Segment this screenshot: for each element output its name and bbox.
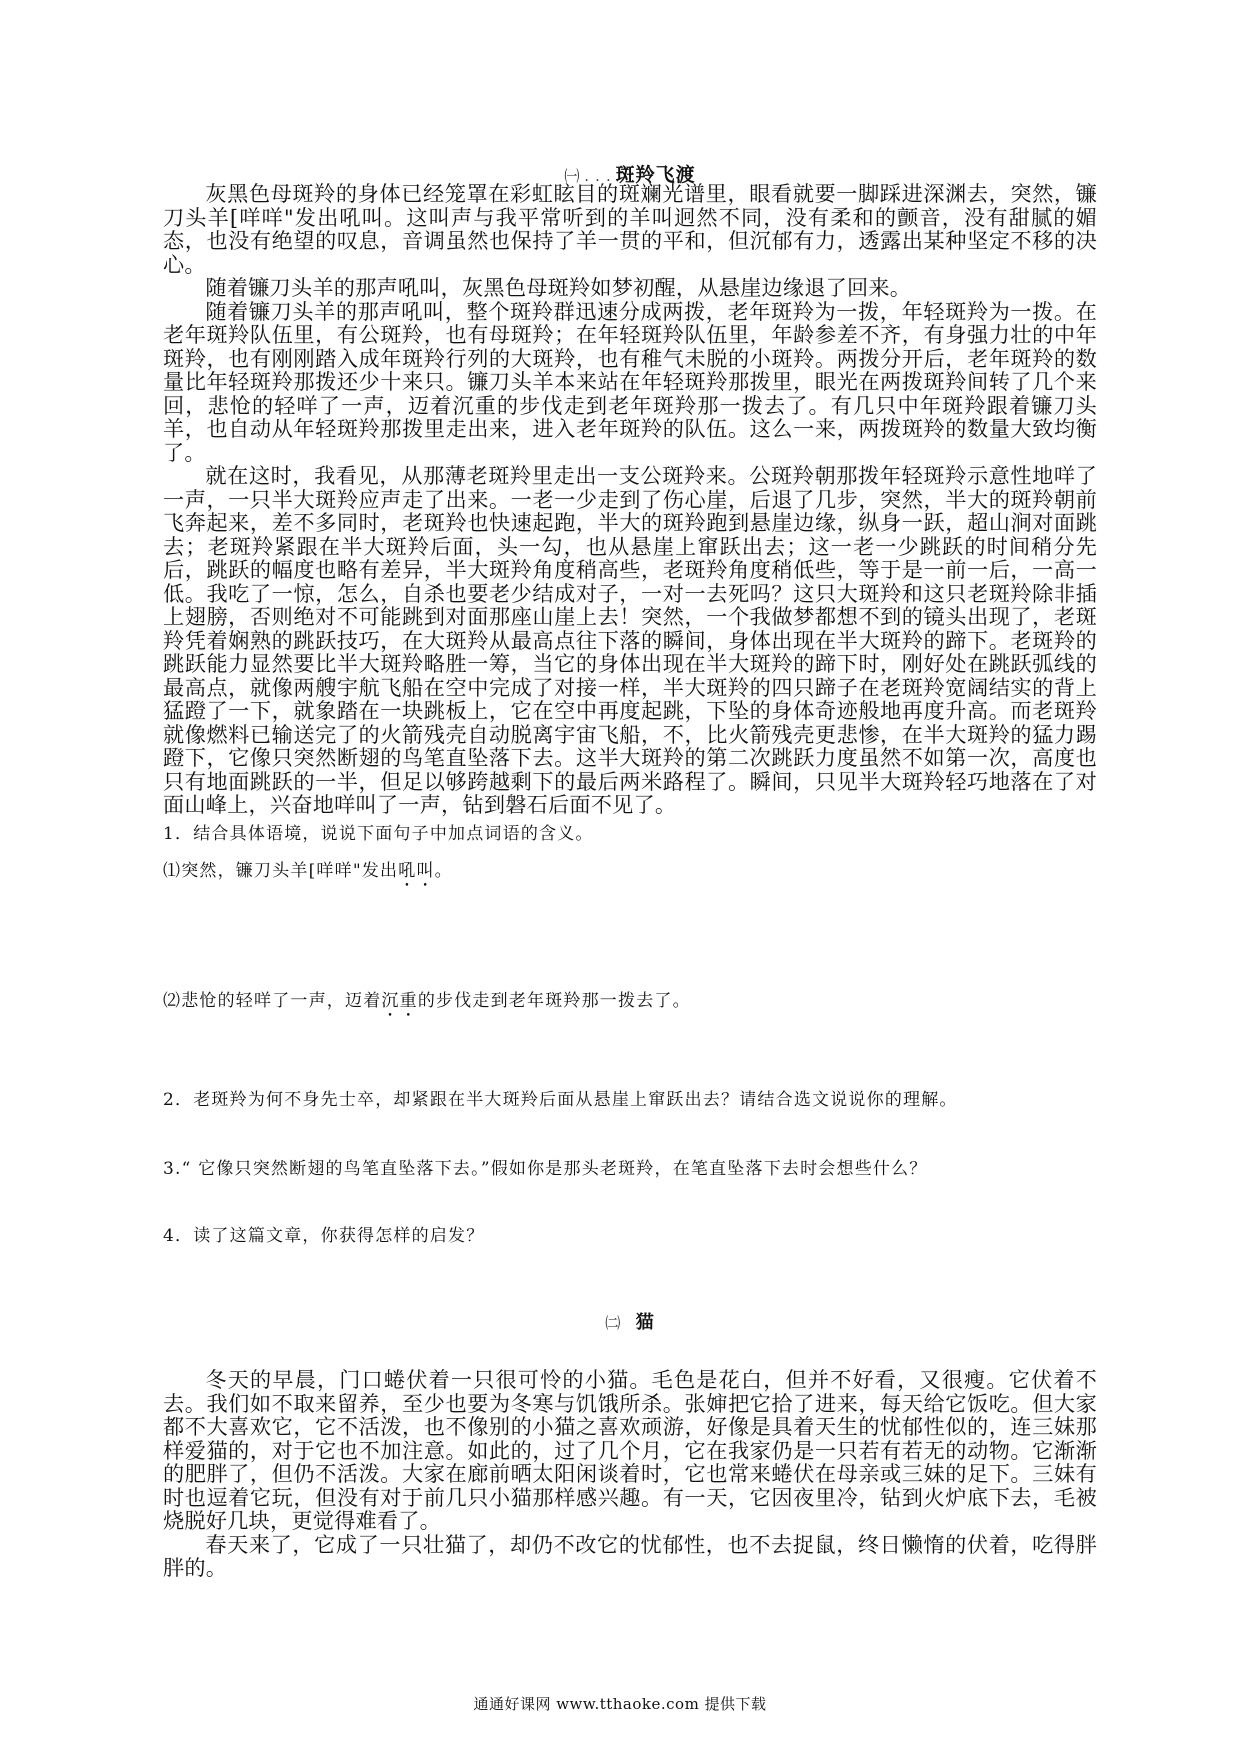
paragraph: 就在这时，我看见，从那薄老斑羚里走出一支公斑羚来。公斑羚朝那拨年轻斑羚示意性地咩了一声，一只半大斑羚应声走了出来。一老一少走到了伤心崖，后退了几步，突然，半大的斑羚朝前飞奔起来，差不多同时，老斑羚也快速起跑，半大的斑羚跑到悬崖边缘，纵身一跃，超山涧对面跳去；老斑羚紧跟在半大斑羚后面，头一勾，也从悬崖上窜跃出去；这一老一少跳跃的时间稍分先后，跳跃的幅度也略有差异，半大斑羚角度稍高些，老斑羚角度稍低些，等于是一前一后，一高一低。我吃了一惊，怎么，自杀也要老少结成对子，一对一去死吗？这只大斑羚和这只老斑羚除非插上翅膀，否则绝对不可能跳到对面那座山崖上去！突然，一个我做梦都想不到的镜头出现了，老斑羚凭着娴熟的跳跃技巧，在大斑羚从最高点往下落的瞬间，身体出现在半大斑羚的蹄下。老斑羚的跳跃能力显然要比半大斑羚略胜一筹，当它的身体出现在半大斑羚的蹄下时，刚好处在跳跃弧线的最高点，就像两艘宇航飞船在空中完成了对接一样，半大斑羚的四只蹄子在老斑羚宽阔结实的背上猛蹬了一下，就象踏在一块跳板上，它在空中再度起跳，下坠的身体奇迹般地再度升高。而老斑羚就像燃料已输送完了的火箭残壳自动脱离宇宙飞船，不，比火箭残壳更悲惨，在半大斑羚的猛力踢蹬下，它像只突然断翅的鸟笔直坠落下去。这半大斑羚的第二次跳跃力度虽然不如第一次，高度也只有地面跳跃的一半，但足以够跨越剩下的最后两米路程了。瞬间，只见半大斑羚轻巧地落在了对面山峰上，兴奋地咩叫了一声，钻到磐石后面不见了。 [163, 463, 1097, 817]
question-1b-emphasis: 沉重 [381, 991, 418, 1011]
paragraph: 春天来了，它成了一只壮猫了，却仍不改它的忧郁性，也不去捉鼠，终日懒惰的伏着，吃得胖胖的。 [163, 1531, 1097, 1580]
section2-number: ㈡ [605, 1314, 622, 1332]
question-1b-text: ⑵悲怆的轻咩了一声，迈着 [163, 991, 382, 1011]
question-3: 3.“ 它像只突然断翅的鸟笔直坠落下去。”假如你是那头老斑羚，在笔直坠落下去时会想些什么？ [163, 1159, 928, 1179]
question-1a-text: ⑴突然，镰刀头羊[咩咩"发出 [163, 861, 399, 881]
section2-title: 猫 [635, 1312, 655, 1333]
question-1b [163, 990, 1097, 1021]
heading-dots: . . . [584, 169, 612, 185]
paragraph: 灰黑色母斑羚的身体已经笼罩在彩虹眩目的斑斓光谱里，眼看就要一脚踩进深渊去，突然，镰刀头羊[咩咩"发出吼叫。这叫声与我平常听到的羊叫迥然不同，没有柔和的颤音，没有甜腻的媚态，也没有绝望的叹息，音调虽然也保持了羊一贯的平和，但沉郁有力，透露出某种坚定不移的决心。 [163, 181, 1097, 277]
paragraph: 冬天的早晨，门口蜷伏着一只很可怜的小猫。毛色是花白，但并不好看，又很瘦。它伏着不去。我们如不取来留养，至少也要为冬寒与饥饿所杀。张婶把它拾了进来，每天给它饭吃。但大家都不大喜欢它，它不活泼，也不像别的小猫之喜欢顽游，好像是具着天生的忧郁性似的，连三妹那样爱猫的，对于它也不加注意。如此的，过了几个月，它在我家仍是一只若有若无的动物。它渐渐的肥胖了，但仍不活泼。大家在廊前晒太阳闲谈着时，它也常来蜷伏在母亲或三妹的足下。三妹有时也逗着它玩，但没有对于前几只小猫那样感兴趣。有一天，它因夜里冷，钻到火炉底下去，毛被烧脱好几块，更觉得难看了。 [163, 1367, 1097, 1533]
question-1a-end: 。 [434, 861, 453, 881]
section1-title: 斑羚飞渡 [615, 164, 696, 186]
paragraph: 随着镰刀头羊的那声吼叫，灰黑色母斑羚如梦初醒，从悬崖边缘退了回来。 [205, 275, 912, 300]
section1-body [163, 182, 1097, 817]
question-4: 4．读了这篇文章，你获得怎样的启发？ [163, 1226, 485, 1246]
section1-number: ㈠ [564, 167, 581, 185]
section2-body [163, 1368, 1097, 1580]
question-1b-end: 的步伐走到老年斑羚那一拨去了。 [417, 991, 691, 1011]
paragraph: 随着镰刀头羊的那声吼叫，整个斑羚群迅速分成两拨，老年斑羚为一拨，年轻斑羚为一拨。在老年斑羚队伍里，有公斑羚，也有母斑羚；在年轻斑羚队伍里，年龄参差不齐，有身强力壮的中年斑羚，也有刚刚踏入成年斑羚行列的大斑羚，也有稚气未脱的小斑羚。两拨分开后，老年斑羚的数量比年轻斑羚那拨还少十来只。镰刀头羊本来站在年轻斑羚那拨里，眼光在两拨斑羚间转了几个来回，悲怆的轻咩了一声，迈着沉重的步伐走到老年斑羚那一拨去了。有几只中年斑羚跟着镰刀头羊，也自动从年轻斑羚那拨里走出来，进入老年斑羚的队伍。这么一来，两拨斑羚的数量大致均衡了。 [163, 298, 1097, 465]
question-1a-emphasis: 吼叫 [398, 861, 435, 881]
question-1: 1．结合具体语境，说说下面句子中加点词语的含义。 [163, 824, 594, 844]
question-1a [163, 860, 1097, 891]
section2-heading [163, 1308, 1097, 1334]
footer-source: 通通好课网 www.tthaoke.com 提供下载 [473, 1695, 767, 1713]
question-2: 2．老斑羚为何不身先士卒，却紧跟在半大斑羚后面从悬崖上窜跃出去？请结合选文说说你的理解。 [163, 1090, 958, 1110]
